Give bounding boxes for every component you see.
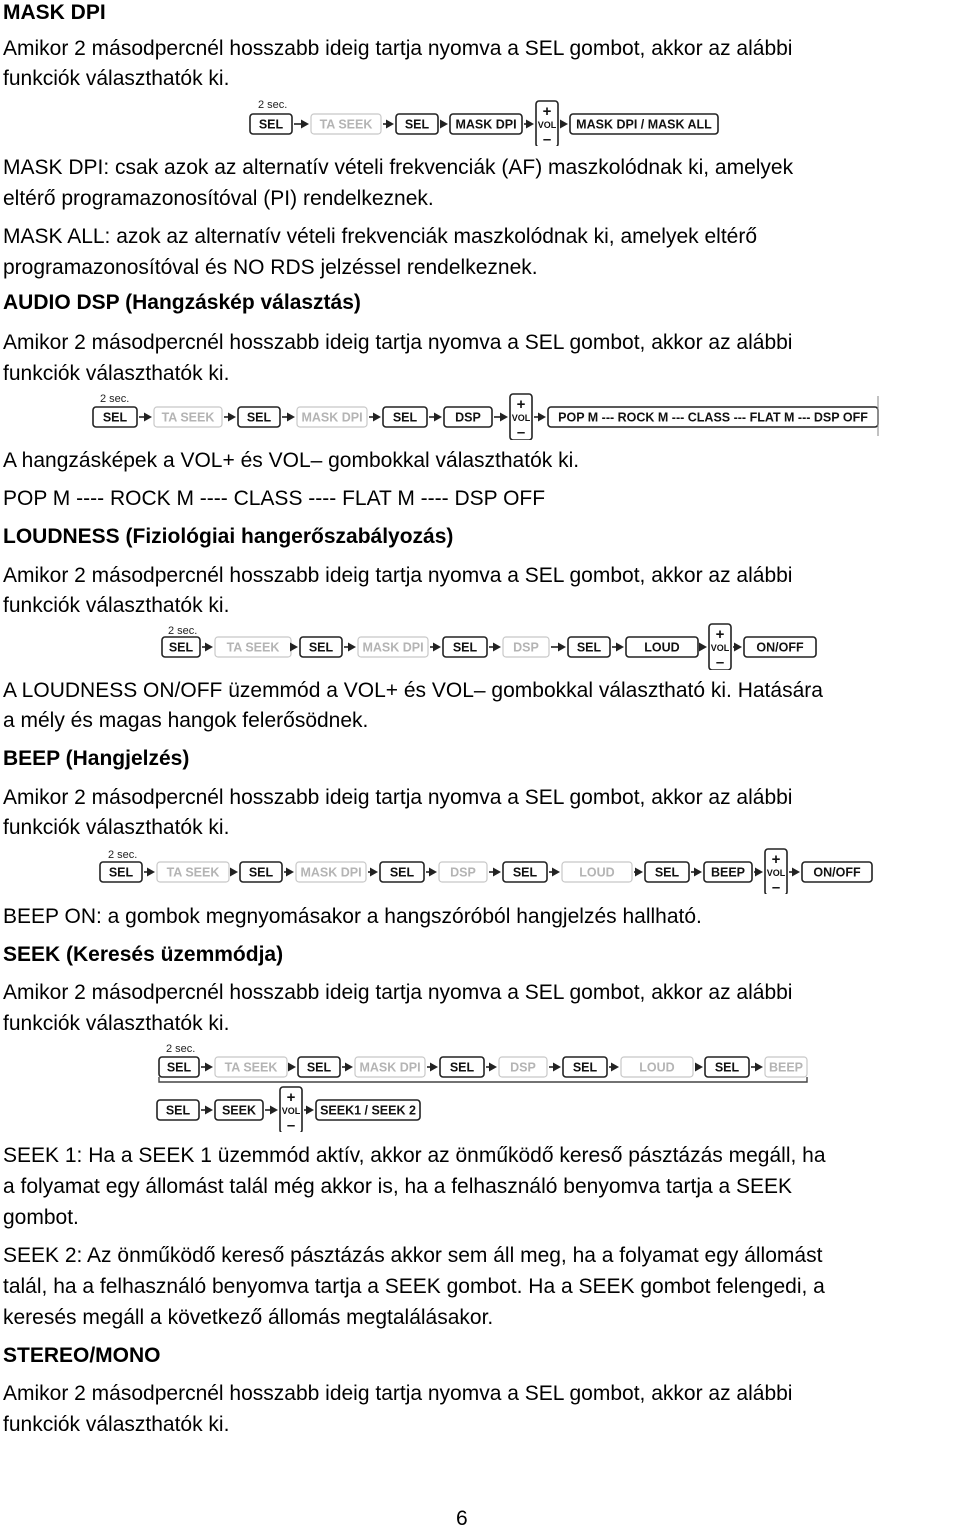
seq-box — [240, 862, 282, 882]
arrow — [551, 643, 566, 652]
seek1-desc-line3: gombot. — [3, 1206, 79, 1229]
svg-text:MASK DPI: MASK DPI — [301, 410, 363, 425]
svg-text:VOL: VOL — [511, 413, 531, 423]
svg-text:–: – — [715, 654, 725, 670]
svg-text:VOL: VOL — [281, 1106, 301, 1116]
seq-box — [355, 1057, 425, 1077]
svg-text:SEL: SEL — [392, 410, 418, 425]
svg-text:SEEK: SEEK — [221, 1103, 257, 1118]
svg-text:SEL: SEL — [306, 1060, 332, 1075]
diagram-audio-dsp — [0, 390, 960, 440]
arrow — [634, 868, 643, 877]
arrow — [733, 643, 742, 652]
arrow — [230, 868, 238, 877]
svg-text:DSP: DSP — [450, 865, 476, 880]
arrow — [144, 868, 155, 877]
svg-text:SEL: SEL — [654, 865, 680, 880]
svg-text:–: – — [286, 1117, 296, 1132]
arrow — [342, 1063, 353, 1072]
svg-text:ON/OFF: ON/OFF — [813, 865, 861, 880]
seq-box — [705, 1057, 749, 1077]
arrow — [429, 413, 442, 422]
seq-box — [238, 407, 280, 427]
seq-box — [297, 407, 367, 427]
arrow — [549, 1063, 561, 1072]
svg-text:SEL: SEL — [389, 865, 415, 880]
svg-text:TA SEEK: TA SEEK — [224, 1060, 278, 1075]
svg-text:LOUD: LOUD — [639, 1060, 675, 1075]
svg-text:SEL: SEL — [102, 410, 128, 425]
mask-all-desc-line1: MASK ALL: azok az alternatív vételi frekvenciák maszkolódnak ki, amelyek eltérő — [3, 225, 758, 248]
audio-dsp-desc1: A hangzásképek a VOL+ és VOL– gombokkal választhatók ki. — [3, 449, 580, 472]
seq-box — [645, 862, 689, 882]
vol-button — [510, 394, 532, 440]
seq-box — [154, 407, 222, 427]
arrow — [489, 643, 501, 652]
arrow — [426, 868, 437, 877]
diagram-mask-dpi — [0, 96, 960, 146]
arrow — [754, 868, 763, 877]
sec-label: 2 sec. — [168, 625, 198, 637]
diagram-seek — [0, 1040, 960, 1132]
seq-box — [296, 862, 366, 882]
arrow — [494, 413, 508, 422]
seq-box — [358, 637, 428, 657]
seq-result-box — [744, 637, 816, 657]
svg-text:DSP: DSP — [510, 1060, 536, 1075]
seq-box — [621, 1057, 693, 1077]
svg-text:SEL: SEL — [714, 1060, 740, 1075]
svg-text:SEL: SEL — [308, 640, 334, 655]
svg-text:SEL: SEL — [404, 117, 430, 132]
arrow — [284, 868, 294, 877]
seq-box — [440, 1057, 484, 1077]
svg-text:BEEP: BEEP — [768, 1060, 804, 1075]
loudness-desc-line2: a mély és magas hangok felerősödnek. — [3, 709, 369, 732]
loudness-desc-line1: A LOUDNESS ON/OFF üzemmód a VOL+ és VOL– gombokkal választható ki. Hatására — [3, 679, 823, 702]
svg-text:LOUD: LOUD — [579, 865, 615, 880]
svg-text:SEL: SEL — [248, 865, 274, 880]
mask-dpi-intro-line2: funkciók választhatók ki. — [3, 67, 230, 90]
seq-box — [503, 862, 547, 882]
sec-label: 2 sec. — [100, 393, 130, 405]
audio-dsp-desc2: POP M ---- ROCK M ---- CLASS ---- FLAT M ---- DSP OFF — [3, 487, 546, 510]
arrow — [789, 868, 800, 877]
svg-text:VOL: VOL — [766, 868, 786, 878]
arrow — [265, 1106, 278, 1115]
seek1-desc-line1: SEEK 1: Ha a SEEK 1 üzemmód aktív, akkor az önműködő kereső pásztázás megáll, ha — [3, 1144, 826, 1167]
arrow — [524, 120, 534, 129]
seq-box — [562, 862, 632, 882]
audio-dsp-intro-line2: funkciók választhatók ki. — [3, 362, 230, 385]
stereo-intro-line1: Amikor 2 másodpercnél hosszabb ideig tartja nyomva a SEL gombot, akkor az alábbi — [3, 1382, 793, 1405]
arrow — [560, 120, 568, 129]
heading-mask-dpi: MASK DPI — [3, 1, 106, 24]
svg-text:MASK DPI: MASK DPI — [362, 640, 424, 655]
svg-text:SEL: SEL — [108, 865, 134, 880]
diagram-beep — [0, 846, 960, 894]
page-number: 6 — [456, 1507, 468, 1530]
seq-box — [396, 114, 438, 134]
svg-text:POP M --- ROCK M --- CLASS ---: POP M --- ROCK M --- CLASS --- FLAT M --- DSP OFF — [558, 410, 868, 425]
seek2-desc-line3: keresés megáll a következő állomás megtalálásakor. — [3, 1306, 494, 1329]
svg-text:+: + — [771, 851, 781, 868]
vol-button — [280, 1087, 302, 1132]
seq-box — [383, 407, 427, 427]
svg-text:+: + — [542, 103, 552, 120]
arrow — [201, 1106, 213, 1115]
mask-all-desc-line2: programazonosítóval és NO RDS jelzéssel rendelkeznek. — [3, 256, 538, 279]
seq-box — [159, 1057, 199, 1077]
svg-text:SEL: SEL — [246, 410, 272, 425]
seq-box — [311, 114, 381, 134]
arrow — [201, 1063, 213, 1072]
arrow — [699, 643, 707, 652]
arrow — [489, 868, 501, 877]
seq-box — [626, 637, 698, 657]
beep-desc: BEEP ON: a gombok megnyomásakor a hangszóróból hangjelzés hallható. — [3, 905, 702, 928]
seq-box — [162, 637, 200, 657]
seq-box — [380, 862, 424, 882]
seq-box — [157, 1100, 199, 1120]
svg-text:SEL: SEL — [576, 640, 602, 655]
svg-text:+: + — [516, 396, 526, 413]
sec-label: 2 sec. — [108, 849, 138, 861]
arrow — [294, 120, 309, 129]
heading-stereo-mono: STEREO/MONO — [3, 1344, 161, 1367]
vol-button — [765, 849, 787, 894]
svg-text:SEL: SEL — [166, 1060, 192, 1075]
seq-result-box — [548, 407, 878, 427]
svg-text:TA SEEK: TA SEEK — [319, 117, 373, 132]
seq-box — [765, 1057, 807, 1077]
seq-box — [439, 862, 487, 882]
svg-text:BEEP: BEEP — [710, 865, 746, 880]
mask-dpi-desc1-line2: eltérő programazonosítóval (PI) rendelkeznek. — [3, 187, 434, 210]
seq-box — [215, 1100, 263, 1120]
svg-text:SEL: SEL — [258, 117, 284, 132]
loudness-intro-line2: funkciók választhatók ki. — [3, 594, 230, 617]
svg-text:SEL: SEL — [168, 640, 194, 655]
seq-box — [499, 1057, 547, 1077]
svg-text:ON/OFF: ON/OFF — [756, 640, 804, 655]
seq-result-box — [802, 862, 872, 882]
heading-seek: SEEK (Keresés üzemmódja) — [3, 943, 284, 966]
seq-box — [93, 407, 137, 427]
arrow — [695, 1063, 703, 1072]
svg-text:–: – — [771, 879, 781, 894]
arrow — [139, 413, 152, 422]
seq-box — [450, 114, 522, 134]
svg-text:LOUD: LOUD — [644, 640, 680, 655]
seq-box — [563, 1057, 607, 1077]
arrow — [290, 643, 298, 652]
svg-text:SEL: SEL — [512, 865, 538, 880]
seq-box — [215, 1057, 287, 1077]
mask-dpi-desc1-line1: MASK DPI: csak azok az alternatív vételi frekvenciák (AF) maszkolódnak ki, amelyek — [3, 156, 794, 179]
seek-intro-line2: funkciók választhatók ki. — [3, 1012, 230, 1035]
arrow — [612, 643, 624, 652]
svg-text:TA SEEK: TA SEEK — [166, 865, 220, 880]
seek1-desc-line2: a folyamat egy állomást talál még akkor is, ha a felhasználó benyomva tartja a SEEK — [3, 1175, 793, 1198]
arrow — [224, 413, 236, 422]
arrow — [486, 1063, 497, 1072]
svg-text:DSP: DSP — [455, 410, 481, 425]
stereo-intro-line2: funkciók választhatók ki. — [3, 1413, 230, 1436]
seq-box — [250, 114, 292, 134]
svg-text:MASK DPI: MASK DPI — [359, 1060, 421, 1075]
seq-box — [298, 1057, 340, 1077]
seek2-desc-line1: SEEK 2: Az önműködő kereső pásztázás akkor sem áll meg, ha a folyamat egy állomást — [3, 1244, 823, 1267]
seq-box — [704, 862, 752, 882]
svg-text:DSP: DSP — [513, 640, 539, 655]
svg-text:MASK DPI: MASK DPI — [300, 865, 362, 880]
beep-intro-line1: Amikor 2 másodpercnél hosszabb ideig tartja nyomva a SEL gombot, akkor az alábbi — [3, 786, 793, 809]
seq-box — [215, 637, 291, 657]
sec-label: 2 sec. — [166, 1043, 196, 1055]
svg-text:SEL: SEL — [449, 1060, 475, 1075]
diagram-loudness — [0, 622, 960, 670]
arrow — [368, 868, 378, 877]
arrow — [282, 413, 295, 422]
arrow — [383, 120, 394, 129]
svg-text:–: – — [542, 131, 552, 146]
vol-button — [709, 624, 731, 670]
svg-text:+: + — [715, 626, 725, 643]
svg-text:MASK DPI / MASK ALL: MASK DPI / MASK ALL — [576, 117, 712, 132]
heading-beep: BEEP (Hangjelzés) — [3, 747, 190, 770]
arrow — [751, 1063, 763, 1072]
arrow — [202, 643, 213, 652]
svg-text:SEEK1 / SEEK 2: SEEK1 / SEEK 2 — [320, 1103, 416, 1118]
arrow — [691, 868, 702, 877]
seq-box — [568, 637, 610, 657]
svg-text:VOL: VOL — [710, 643, 730, 653]
seq-result-box — [570, 114, 718, 134]
seq-result-box — [316, 1100, 420, 1120]
svg-text:TA SEEK: TA SEEK — [161, 410, 215, 425]
seek2-desc-line2: talál, ha a felhasználó benyomva tartja a SEEK gombot. Ha a SEEK gombot felengedi, a — [3, 1275, 825, 1298]
svg-text:MASK DPI: MASK DPI — [455, 117, 517, 132]
vol-button — [536, 101, 558, 146]
arrow — [430, 643, 441, 652]
svg-text:SEL: SEL — [452, 640, 478, 655]
svg-text:–: – — [516, 424, 526, 440]
seq-box — [100, 862, 142, 882]
audio-dsp-intro-line1: Amikor 2 másodpercnél hosszabb ideig tartja nyomva a SEL gombot, akkor az alábbi — [3, 331, 793, 354]
arrow — [534, 413, 546, 422]
arrow — [609, 1063, 619, 1072]
svg-text:+: + — [286, 1089, 296, 1106]
arrow — [344, 643, 356, 652]
arrow — [549, 868, 560, 877]
svg-text:SEL: SEL — [572, 1060, 598, 1075]
seek-intro-line1: Amikor 2 másodpercnél hosszabb ideig tartja nyomva a SEL gombot, akkor az alábbi — [3, 981, 793, 1004]
beep-intro-line2: funkciók választhatók ki. — [3, 816, 230, 839]
seq-box — [443, 637, 487, 657]
seq-box — [444, 407, 492, 427]
loudness-intro-line1: Amikor 2 másodpercnél hosszabb ideig tartja nyomva a SEL gombot, akkor az alábbi — [3, 564, 793, 587]
arrow — [369, 413, 381, 422]
arrow — [288, 1063, 296, 1072]
arrow — [427, 1063, 438, 1072]
svg-text:VOL: VOL — [537, 120, 557, 130]
sec-label: 2 sec. — [258, 99, 288, 111]
seq-box — [300, 637, 342, 657]
seq-box — [157, 862, 229, 882]
mask-dpi-intro-line1: Amikor 2 másodpercnél hosszabb ideig tartja nyomva a SEL gombot, akkor az alábbi — [3, 37, 793, 60]
heading-audio-dsp: AUDIO DSP (Hangzáskép választás) — [3, 291, 361, 314]
arrow — [440, 120, 448, 129]
svg-text:TA SEEK: TA SEEK — [226, 640, 280, 655]
svg-text:SEL: SEL — [165, 1103, 191, 1118]
seq-box — [503, 637, 549, 657]
arrow — [304, 1106, 314, 1115]
heading-loudness: LOUDNESS (Fiziológiai hangerőszabályozás) — [3, 525, 454, 548]
